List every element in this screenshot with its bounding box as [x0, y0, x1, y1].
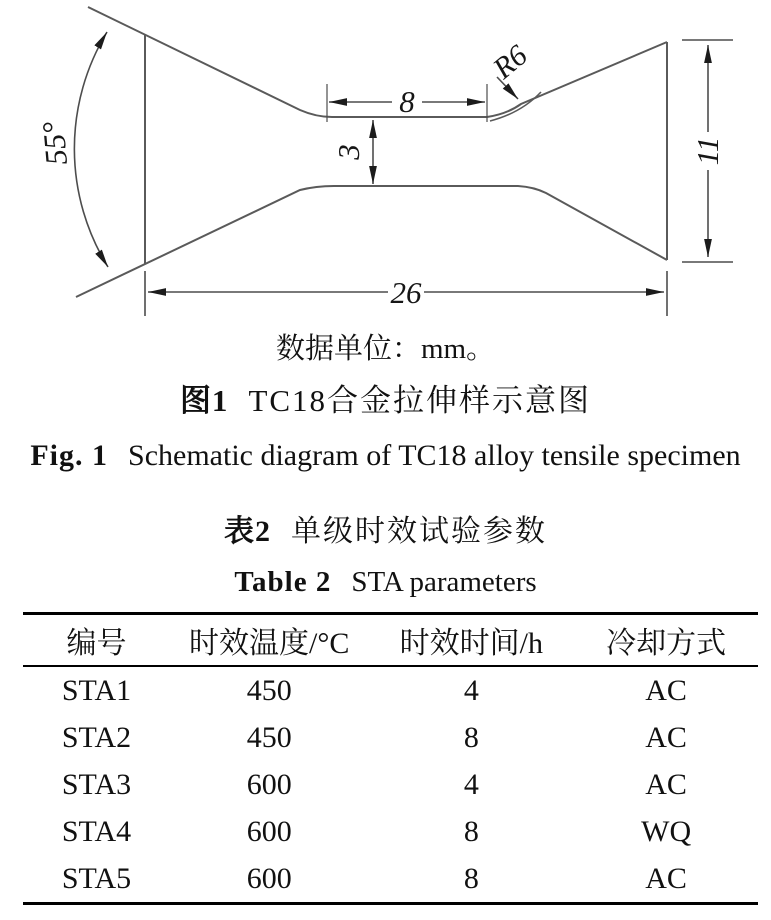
figure-caption-zh-label: 图1	[179, 383, 229, 418]
table-row	[23, 714, 758, 761]
figure-caption-en	[0, 437, 771, 475]
specimen-outline	[76, 7, 667, 297]
specimen-bottom-edge	[76, 186, 667, 297]
table-title-zh	[0, 513, 771, 551]
cell-id: STA3	[61, 767, 132, 801]
grip-height-label: 11	[690, 136, 726, 166]
table-title-en-text: STA parameters	[351, 566, 537, 598]
table-row	[23, 808, 758, 855]
specimen-top-edge	[88, 7, 667, 117]
gauge-width-label: 3	[331, 144, 367, 160]
cell-time: 8	[463, 814, 479, 848]
dimension-lines	[74, 32, 733, 316]
table-title-en-label: Table 2	[234, 566, 332, 598]
table-title-zh-text: 单级时效试验参数	[291, 515, 547, 548]
col-header-temperature: 时效温度/°C	[189, 627, 350, 660]
col-header-cooling: 冷却方式	[606, 627, 727, 660]
cell-temperature: 600	[246, 767, 292, 801]
table-row	[23, 855, 758, 904]
col-header-time: 时效时间/h	[399, 627, 543, 660]
angle-arc	[74, 32, 108, 267]
unit-note: 数据单位：mm。	[275, 333, 496, 365]
cell-temperature: 450	[246, 720, 292, 754]
table-row	[23, 761, 758, 808]
cell-cooling: AC	[645, 861, 687, 895]
table-header-row	[23, 614, 758, 667]
cell-id: STA1	[61, 673, 132, 707]
table-title-zh-label: 表2	[224, 515, 271, 548]
table-title-en	[0, 564, 771, 600]
cell-temperature: 450	[246, 673, 292, 707]
figure-caption-en-text: Schematic diagram of TC18 alloy tensile specimen	[128, 439, 741, 472]
cell-cooling: AC	[645, 673, 687, 707]
cell-cooling: AC	[645, 767, 687, 801]
cell-temperature: 600	[246, 814, 292, 848]
col-header-id: 编号	[66, 627, 127, 660]
figure-caption-zh-text: TC18合金拉伸样示意图	[248, 383, 592, 418]
cell-cooling: AC	[645, 720, 687, 754]
fillet-radius-label: R6	[486, 38, 534, 86]
cell-id: STA5	[61, 861, 132, 895]
figure-caption-en-label: Fig. 1	[30, 439, 109, 472]
angle-label: 55°	[35, 120, 74, 167]
total-length-label: 26	[390, 275, 422, 310]
cell-cooling: WQ	[641, 814, 692, 848]
cell-time: 8	[463, 861, 479, 895]
cell-time: 4	[463, 673, 479, 707]
gauge-length-label: 8	[399, 84, 415, 119]
cell-time: 8	[463, 720, 479, 754]
tensile-specimen-diagram	[0, 0, 771, 325]
cell-id: STA4	[61, 814, 132, 848]
sta-parameters-table	[23, 612, 758, 905]
cell-id: STA2	[61, 720, 132, 754]
cell-time: 4	[463, 767, 479, 801]
cell-temperature: 600	[246, 861, 292, 895]
table-row	[23, 666, 758, 714]
figure-caption-zh	[0, 381, 771, 421]
